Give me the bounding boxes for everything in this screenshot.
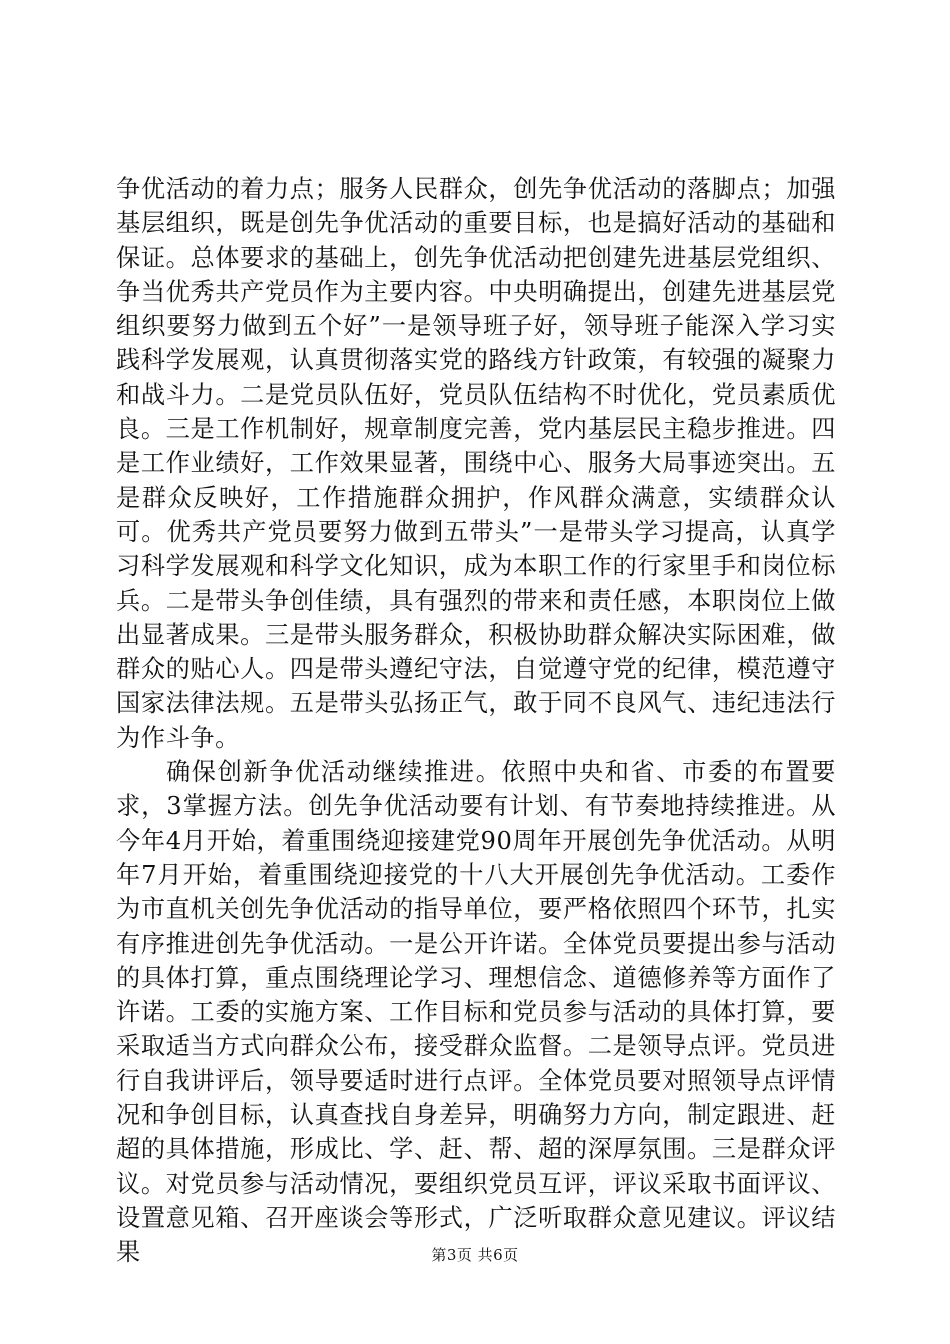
- page-number-footer: 第3页 共6页: [431, 1246, 519, 1264]
- paragraph-continuation: 争优活动的着力点；服务人民群众，创先争优活动的落脚点；加强基层组织，既是创先争优活动的重要目标，也是搞好活动的基础和保证。总体要求的基础上，创先争优活动把创建先进基层党组织、争当优秀共产党员作为主要内容。中央明确提出，创建先进基层党组织要努力做到五个好”一是领导班子好，领导班子能深入学习实践科学发展观，认真贯彻落实党的路线方针政策，有较强的凝聚力和战斗力。二是党员队伍好，党员队伍结构不时优化，党员素质优良。三是工作机制好，规章制度完善，党内基层民主稳步推进。四是工作业绩好，工作效果显著，围绕中心、服务大局事迹突出。五是群众反映好，工作措施群众拥护，作风群众满意，实绩群众认可。优秀共产党员要努力做到五带头”一是带头学习提高，认真学习科学发展观和科学文化知识，成为本职工作的行家里手和岗位标兵。二是带头争创佳绩，具有强烈的带来和责任感，本职岗位上做出显著成果。三是带头服务群众，积极协助群众解决实际困难，做群众的贴心人。四是带头遵纪守法，自觉遵守党的纪律，模范遵守国家法律法规。五是带头弘扬正气，敢于同不良风气、违纪违法行为作斗争。: [116, 175, 836, 752]
- body-text: [116, 172, 836, 1270]
- paragraph-advance-activities: 确保创新争优活动继续推进。依照中央和省、市委的布置要求，3掌握方法。创先争优活动要有计划、有节奏地持续推进。从今年4月开始，着重围绕迎接建党90周年开展创先争优活动。从明年7月开始，着重围绕迎接党的十八大开展创先争优活动。工委作为市直机关创先争优活动的指导单位，要严格依照四个环节，扎实有序推进创先争优活动。一是公开许诺。全体党员要提出参与活动的具体打算，重点围绕理论学习、理想信念、道德修养等方面作了许诺。工委的实施方案、工作目标和党员参与活动的具体打算，要采取适当方式向群众公布，接受群众监督。二是领导点评。党员进行自我讲评后，领导要适时进行点评。全体党员要对照领导点评情况和争创目标，认真查找自身差异，明确努力方向，制定跟进、赶超的具体措施，形成比、学、赶、帮、超的深厚氛围。三是群众评议。对党员参与活动情况，要组织党员互评，评议采取书面评议、设置意见箱、召开座谈会等形式，广泛听取群众意见建议。评议结果: [116, 758, 836, 1267]
